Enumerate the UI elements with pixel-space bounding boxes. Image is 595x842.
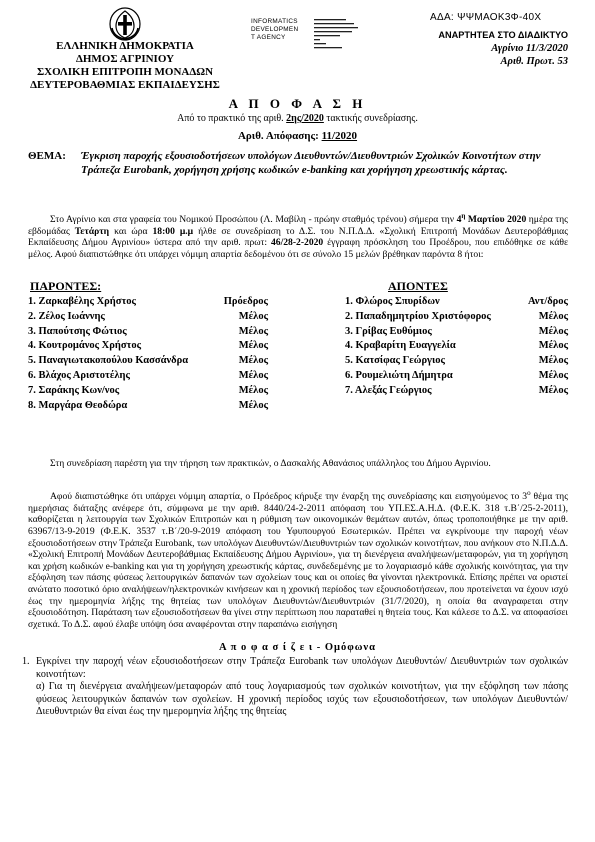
member-name: 3. Παπούτσης Φώτιος <box>28 325 127 337</box>
intro-paragraph: Στο Αγρίνιο και στα γραφεία του Νομικού Προσώπου (Λ. Μαβίλη - πρώην σταθμός τρένου) σήμερα την $4^\eta$ Μαρτίου 2020 ημέρα της εβδομάδας Τετάρτη και ώρα 18:00 μ.μ ήλθε σε συνεδρίαση το Δ.Σ. του Ν.Π.Δ.Δ. «Σχολική Επιτροπή Μονάδων Δευτεροβάθμιας Εκπαίδευσης Δήμου Αγρινίου» ύστερα από την αριθ. πρωτ: 46/28-2-2020 έγγραφη πρόσκληση του Προέδρου, που επιδόθηκε σε κάθε μέλος. Αφού διαπιστώθηκε ότι υπάρχει νόμιμη απαρτία δεδομένου ότι σε σύνολο 15 μελών βρέθηκαν παρόντα 8 ήτοι: <box>28 212 568 260</box>
absent-member-row <box>345 325 568 340</box>
subject-label: ΘΕΜΑ: <box>28 150 66 162</box>
present-member-row <box>28 325 268 340</box>
present-member-row <box>28 354 268 369</box>
present-members-list <box>28 295 268 413</box>
minutes-reference: Από το πρακτικό της αριθ. 2ης/2020 τακτικής συνεδρίασης. <box>177 113 418 124</box>
member-name: 4. Κουτρομάνος Χρήστος <box>28 340 142 352</box>
present-member-row <box>28 295 268 310</box>
member-role: Μέλος <box>538 384 568 396</box>
issuer-header <box>20 40 230 92</box>
present-member-row <box>28 310 268 325</box>
ada-code: ΑΔΑ: ΨΨΜΑΟΚ3Φ-40Χ <box>430 12 542 23</box>
member-name: 7. Σαράκης Κων/νος <box>28 384 120 396</box>
proposal-paragraph: Αφού διαπιστώθηκε ότι υπάρχει νόμιμη απαρτία, ο Πρόεδρος κήρυξε την έναρξη της συνεδρίασης και εισηγούμενος το $3^o$ θέμα της ημερήσιας διάταξης ανέφερε ότι, σύμφωνα με την αριθ. 8440/24-2-2011 απόφαση του ΥΠ.ΕΣ.Α.Η.Δ. (Φ.Ε.Κ. 318 τ.Β΄/25-2-2011), καθορίζεται η λειτουργία των Σχολικών Επιτροπών και η ρύθμιση των οικονομικών θεμάτων αυτών, όπως τροποποιήθηκε με την αριθ. 63967/13-9-2019 (Φ.Ε.Κ. 3537 τ.Β΄/20-9-2019 απόφαση του Υφυπουργού Εσωτερικών. Πρέπει να εγκρίνουμε την παροχή νέων εξουσιοδοτήσεων στην Τράπεζα Eurobank, των υπολόγων Διευθυντών/Διευθυντριών των σχολικών κοινοτήτων, που ανήκουν στο Ν.Π.Δ.Δ. «Σχολική Επιτροπή Μονάδων Δευτεροβάθμιας Εκπαίδευσης Δήμου Αγρινίου», για τη διενέργεια αναλήψεων/μεταφορών, για τη χορήγηση και χρήση κωδικών e-banking και για τη χορήγηση χρεωστικής κάρτας, συνδεδεμένης με το λογαριασμό κάθε σχολικής κοινότητας, για την εξόφληση των πάσης φύσεως λειτουργικών δαπανών των σχολείων τους και οι οποίες θα γίνονται ηλεκτρονικά. Επίσης πρέπει να οριστεί ανώτατο ποσοτικό όριο αναλήψεων/ηλεκτρονικών κινήσεων και η χρονική περίοδος των εξουσιοδοτήσεων, που προτείνεται να έχουν ισχύ έως την ημερομηνία λήξης της θητείας των υπολόγων Διευθυντών/Διευθυντριών (31/7/2020), η οποία θα αναγραφεται στην εξουσιοδότηση. Παράταση των εξουσιοδοτήσεων θα γίνει στην περίπτωση που παραταθεί η θητεία τους. Και κάλεσε το Δ.Σ. να αποφασίσει σχετικά. Το Δ.Σ. αφού έλαβε υπόψη όσα αναφέρονται στην παραπάνω εισήγηση <box>28 489 568 630</box>
member-role: Μέλος <box>238 399 268 411</box>
member-name: 2. Παπαδημητρίου Χριστόφορος <box>345 310 491 322</box>
member-name: 3. Γρίβας Ευθύμιος <box>345 325 432 337</box>
member-name: 5. Παναγιωτακοπούλου Κασσάνδρα <box>28 355 189 367</box>
member-role: Μέλος <box>538 355 568 367</box>
present-member-row <box>28 369 268 384</box>
member-name: 2. Ζέλος Ιωάννης <box>28 310 105 322</box>
present-member-row <box>28 399 268 414</box>
absent-members-list <box>345 295 568 399</box>
absent-member-row <box>345 384 568 399</box>
decision-item-text: Εγκρίνει την παροχή νέων εξουσιοδοτήσεων στην Τράπεζα Eurobank των υπολόγων Διευθυντών/ Διευθυντριών των σχολικών κοινοτήτων: <box>36 656 568 680</box>
decision-item-subpoint-a: α) Για τη διενέργεια αναλήψεων/μεταφορών από τους λογαριασμούς των σχολικών κοινοτήτων, για την εξόφληση των πάσης φύσεως λειτουργικών δαπανών των σχολείων. Η χρονική περίοδος ισχύς των εξουσιοδοτήσεων, των υπολόγων Διευθυντών/Διευθυντριών θα είναι έως την ημερομηνία λήξης της θητείας <box>36 681 568 718</box>
member-role: Μέλος <box>238 384 268 396</box>
posting-notice: ΑΝΑΡΤΗΤΕΑ ΣΤΟ ΔΙΑΔΙΚΤΥΟ <box>438 30 568 40</box>
greek-emblem-icon <box>108 7 142 41</box>
decision-item-number: 1. <box>22 656 30 667</box>
member-role: Πρόεδρος <box>223 296 268 307</box>
member-name: 7. Αλεξάς Γεώργιος <box>345 384 432 396</box>
absent-member-row <box>345 339 568 354</box>
member-role: Μέλος <box>238 369 268 381</box>
member-role: Αντ/δρος <box>527 296 568 307</box>
document-date: Αγρίνιο 11/3/2020 <box>491 43 568 54</box>
document-meta <box>418 29 568 68</box>
issuer-committee: ΣΧΟΛΙΚΗ ΕΠΙΤΡΟΠΗ ΜΟΝΑΔΩΝ <box>36 66 214 78</box>
absent-member-row <box>345 369 568 384</box>
absent-member-row <box>345 354 568 369</box>
secretary-paragraph: Στη συνεδρίαση παρέστη για την τήρηση των πρακτικών, ο Δασκαλής Αθανάσιος υπάλληλος του Δήμου Αγρινίου. <box>50 458 491 469</box>
subject-text: Έγκριση παροχής εξουσιοδοτήσεων υπολόγων Διευθυντών/Διευθυντριών Σχολικών Κοινοτήτων στην Τράπεζα Eurobank, χορήγηση χρήσης κωδικών e-banking και χορήγηση χρεωστικής κάρτας. <box>81 150 541 176</box>
member-name: 1. Ζαρκαβέλης Χρήστος <box>28 296 136 307</box>
member-role: Μέλος <box>538 369 568 381</box>
issuer-municipality: ΔΗΜΟΣ ΑΓΡΙΝΙΟΥ <box>75 53 175 65</box>
digital-signature-stamp <box>314 18 366 52</box>
member-name: 5. Κατσίφας Γεώργιος <box>345 355 445 367</box>
member-role: Μέλος <box>538 325 568 337</box>
issuer-country: ΕΛΛΗΝΙΚΗ ΔΗΜΟΚΡΑΤΙΑ <box>56 40 194 52</box>
member-role: Μέλος <box>238 340 268 352</box>
issuer-education-level: ΔΕΥΤΕΡΟΒΑΘΜΙΑΣ ΕΚΠΑΙΔΕΥΣΗΣ <box>30 79 220 91</box>
member-name: 1. Φλώρος Σπυρίδων <box>345 296 440 307</box>
member-name: 8. Μαργάρα Θεοδώρα <box>28 399 128 411</box>
present-member-row <box>28 384 268 399</box>
member-role: Μέλος <box>238 325 268 337</box>
protocol-number: Αριθ. Πρωτ. 53 <box>500 56 568 67</box>
unanimous-decision-heading: Α π ο φ α σ ί ζ ε ι - Ομόφωνα <box>219 642 376 653</box>
present-heading: ΠΑΡΟΝΤΕΣ: <box>30 279 102 293</box>
member-role: Μέλος <box>538 310 568 322</box>
member-role: Μέλος <box>238 310 268 322</box>
member-role: Μέλος <box>538 340 568 352</box>
decision-number: Αριθ. Απόφασης: 11/2020 <box>237 130 358 142</box>
absent-heading: ΑΠΟΝΤΕΣ <box>388 279 448 293</box>
absent-member-row <box>345 310 568 325</box>
member-name: 6. Βλάχος Αριστοτέλης <box>28 369 130 381</box>
document-title: Α Π Ο Φ Α Σ Η <box>228 96 367 111</box>
member-name: 4. Κραβαρίτη Ευαγγελία <box>345 340 456 352</box>
member-name: 6. Ρουμελιώτη Δήμητρα <box>345 369 453 381</box>
present-member-row <box>28 339 268 354</box>
absent-member-row <box>345 295 568 310</box>
member-role: Μέλος <box>238 355 268 367</box>
informatics-agency-logo: INFORMATICS DEVELOPMEN T AGENCY <box>251 18 299 42</box>
